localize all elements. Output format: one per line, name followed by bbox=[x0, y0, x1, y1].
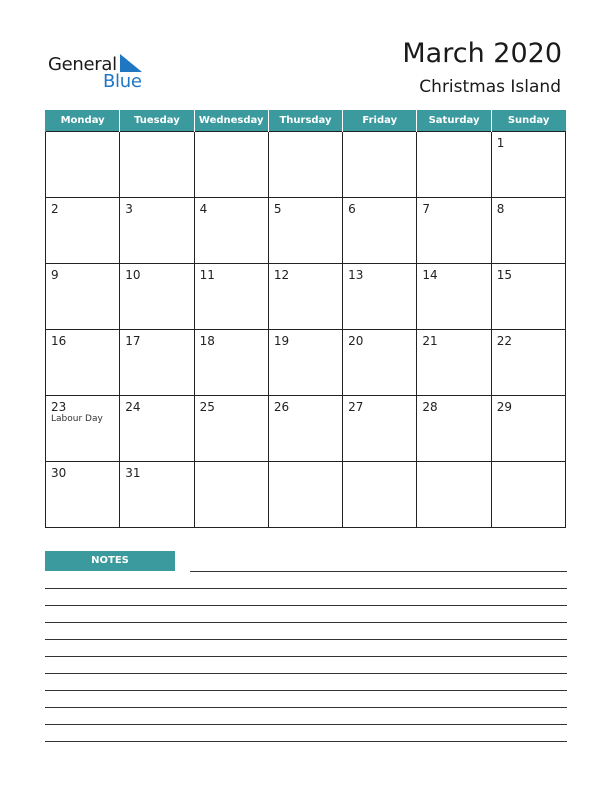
day-number: 26 bbox=[273, 400, 290, 414]
calendar-day-cell bbox=[120, 462, 194, 528]
notes-line bbox=[190, 571, 567, 572]
logo-text-general: General bbox=[48, 54, 117, 75]
notes-line bbox=[45, 622, 567, 623]
notes-line bbox=[45, 707, 567, 708]
day-number: 17 bbox=[125, 334, 141, 348]
day-number: 30 bbox=[51, 466, 67, 480]
day-number: 31 bbox=[125, 466, 141, 480]
calendar-day-cell bbox=[46, 462, 120, 528]
calendar-week-row bbox=[46, 198, 566, 264]
calendar-day-cell bbox=[343, 264, 417, 330]
calendar-day-cell bbox=[46, 198, 120, 264]
weekday-header: Monday bbox=[46, 110, 120, 132]
calendar-day-cell bbox=[491, 264, 565, 330]
day-number: 19 bbox=[273, 334, 290, 348]
calendar-day-cell bbox=[120, 330, 194, 396]
calendar-day-cell bbox=[417, 330, 491, 396]
day-number: 7 bbox=[422, 202, 431, 216]
calendar-week-row bbox=[46, 462, 566, 528]
calendar-day-cell bbox=[343, 462, 417, 528]
notes-label: NOTES bbox=[45, 551, 175, 571]
notes-line bbox=[45, 656, 567, 657]
holiday-label: Labour Day bbox=[51, 414, 103, 424]
day-number: 23 bbox=[51, 400, 67, 414]
calendar-day-cell bbox=[268, 462, 342, 528]
day-number: 28 bbox=[422, 400, 438, 414]
calendar-day-cell bbox=[268, 132, 342, 198]
calendar-day-cell bbox=[120, 264, 194, 330]
day-number: 9 bbox=[51, 268, 59, 282]
day-number: 24 bbox=[125, 400, 141, 414]
logo bbox=[48, 52, 158, 92]
weekday-header: Sunday bbox=[491, 110, 565, 132]
weekday-header: Wednesday bbox=[194, 110, 268, 132]
calendar-day-cell bbox=[343, 396, 417, 462]
day-number: 3 bbox=[125, 202, 133, 216]
calendar-day-cell bbox=[491, 396, 565, 462]
calendar-day-cell bbox=[417, 264, 491, 330]
calendar-week-row bbox=[46, 264, 566, 330]
calendar-day-cell bbox=[268, 264, 342, 330]
notes-line bbox=[45, 741, 567, 742]
notes-line bbox=[45, 605, 567, 606]
calendar-day-cell bbox=[343, 132, 417, 198]
calendar-day-cell bbox=[491, 132, 565, 198]
calendar-day-cell bbox=[120, 198, 194, 264]
day-number: 1 bbox=[496, 136, 505, 150]
weekday-header: Friday bbox=[343, 110, 417, 132]
day-number: 5 bbox=[273, 202, 282, 216]
day-number: 29 bbox=[496, 400, 512, 414]
calendar-day-cell bbox=[491, 330, 565, 396]
day-number: 15 bbox=[496, 268, 512, 282]
calendar-day-cell bbox=[491, 198, 565, 264]
calendar-day-cell bbox=[268, 330, 342, 396]
calendar-day-cell bbox=[194, 462, 268, 528]
day-number: 11 bbox=[199, 268, 215, 282]
calendar-week-row bbox=[46, 396, 566, 462]
notes-line bbox=[45, 724, 567, 725]
calendar-day-cell bbox=[491, 462, 565, 528]
weekday-header-row bbox=[46, 110, 566, 132]
calendar-day-cell bbox=[343, 198, 417, 264]
logo-triangle-icon bbox=[120, 54, 142, 72]
calendar-day-cell bbox=[343, 330, 417, 396]
calendar-day-cell bbox=[417, 462, 491, 528]
day-number: 25 bbox=[199, 400, 215, 414]
notes-line bbox=[45, 690, 567, 691]
day-number: 21 bbox=[422, 334, 438, 348]
day-number: 12 bbox=[273, 268, 290, 282]
calendar-day-cell bbox=[417, 132, 491, 198]
calendar-grid bbox=[45, 110, 566, 528]
calendar-day-cell bbox=[46, 132, 120, 198]
calendar-day-cell bbox=[417, 198, 491, 264]
notes-line bbox=[45, 639, 567, 640]
calendar-day-cell bbox=[194, 264, 268, 330]
day-number: 22 bbox=[496, 334, 512, 348]
day-number: 27 bbox=[348, 400, 364, 414]
calendar-day-cell bbox=[46, 264, 120, 330]
calendar-day-cell bbox=[194, 132, 268, 198]
weekday-header: Thursday bbox=[268, 110, 342, 132]
calendar-day-cell bbox=[120, 132, 194, 198]
notes-line bbox=[45, 673, 567, 674]
calendar-day-cell bbox=[120, 396, 194, 462]
page-subtitle: Christmas Island bbox=[419, 77, 561, 97]
weekday-header: Saturday bbox=[417, 110, 491, 132]
calendar-week-row bbox=[46, 132, 566, 198]
calendar-day-cell bbox=[417, 396, 491, 462]
weekday-header: Tuesday bbox=[120, 110, 194, 132]
day-number: 10 bbox=[125, 268, 141, 282]
day-number: 6 bbox=[348, 202, 356, 216]
day-number: 18 bbox=[199, 334, 215, 348]
calendar-day-cell bbox=[46, 330, 120, 396]
notes-line bbox=[45, 588, 567, 589]
calendar-body bbox=[46, 132, 566, 528]
calendar-week-row bbox=[46, 330, 566, 396]
day-number: 2 bbox=[51, 202, 59, 216]
page-title: March 2020 bbox=[402, 38, 562, 69]
calendar-day-cell bbox=[46, 396, 120, 462]
day-number: 16 bbox=[51, 334, 67, 348]
calendar-day-cell bbox=[194, 330, 268, 396]
calendar-day-cell bbox=[194, 396, 268, 462]
calendar-day-cell bbox=[268, 198, 342, 264]
calendar-day-cell bbox=[194, 198, 268, 264]
logo-text-blue: Blue bbox=[103, 71, 142, 92]
day-number: 4 bbox=[199, 202, 208, 216]
day-number: 13 bbox=[348, 268, 364, 282]
day-number: 20 bbox=[348, 334, 364, 348]
day-number: 8 bbox=[496, 202, 505, 216]
day-number: 14 bbox=[422, 268, 438, 282]
calendar-day-cell bbox=[268, 396, 342, 462]
